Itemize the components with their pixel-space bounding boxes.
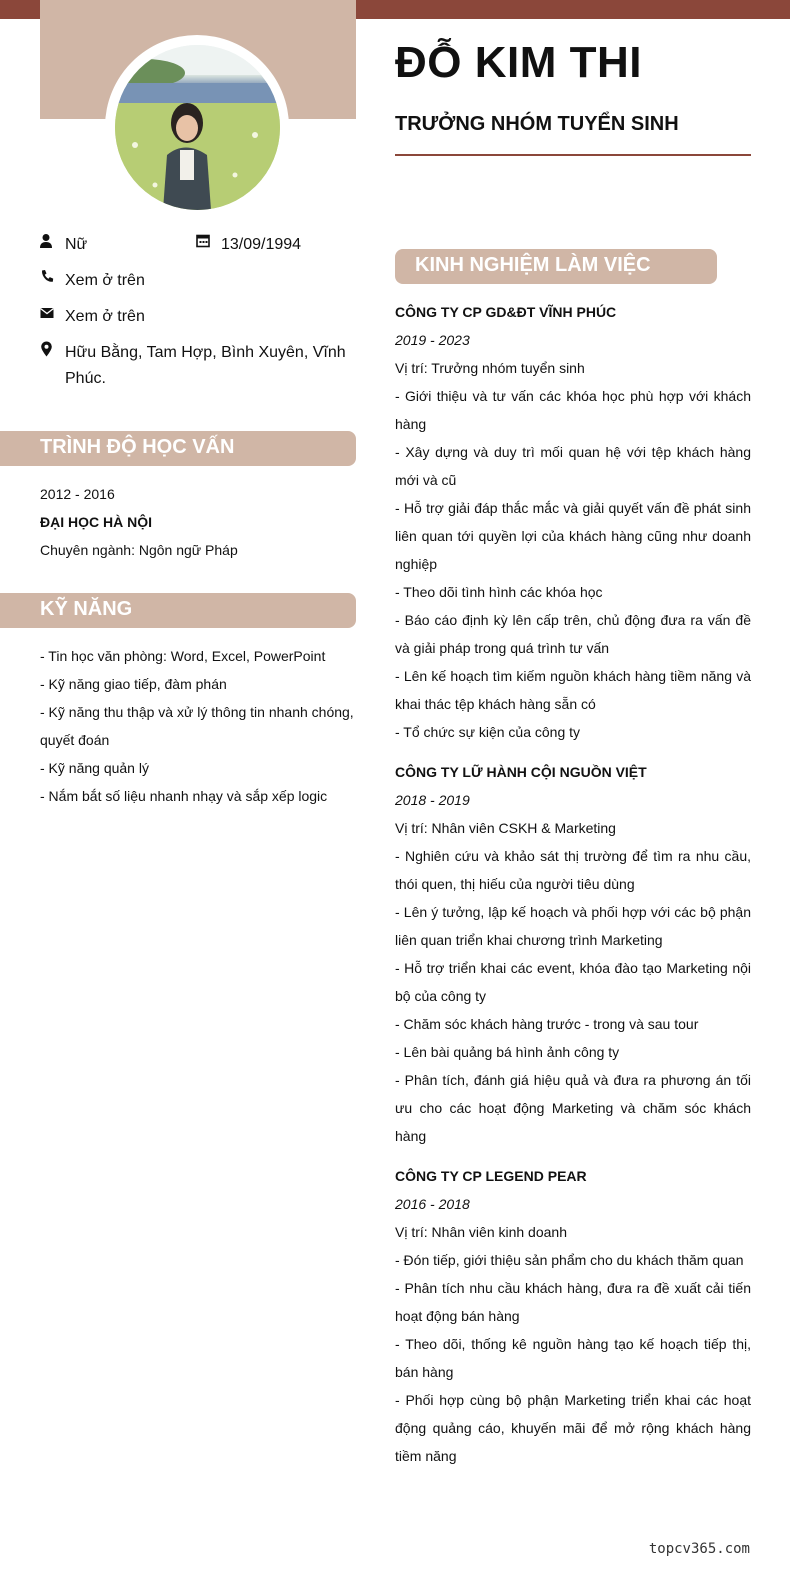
- title-divider: [395, 154, 751, 156]
- job-duty: - Đón tiếp, giới thiệu sản phẩm cho du khách thăm quan: [395, 1252, 744, 1268]
- avatar: [115, 45, 280, 210]
- phone-icon: [40, 269, 56, 285]
- person-icon: [40, 233, 56, 249]
- education-block: [40, 480, 360, 564]
- job-duty: - Lên kế hoạch tìm kiếm nguồn khách hàng tiềm năng và khai thác tệp khách hàng sẵn có: [395, 668, 751, 712]
- job-entry: [395, 298, 751, 746]
- education-section-title: TRÌNH ĐỘ HỌC VẤN: [40, 436, 235, 458]
- job-company: CÔNG TY LỮ HÀNH CỘI NGUỒN VIỆT: [395, 764, 647, 780]
- job-duty: - Lên ý tưởng, lập kế hoạch và phối hợp với các bộ phận liên quan triển khai chương trình Marketing: [395, 904, 751, 948]
- job-duty: - Tổ chức sự kiện của công ty: [395, 724, 581, 740]
- job-entry: [395, 1162, 751, 1470]
- job-duty: - Chăm sóc khách hàng trước - trong và sau tour: [395, 1016, 699, 1032]
- phone-row: [40, 268, 356, 294]
- job-duty: - Theo dõi tình hình các khóa học: [395, 584, 603, 600]
- education-section-header: [0, 431, 356, 466]
- skill-item: - Tin học văn phòng: Word, Excel, PowerPoint: [40, 648, 326, 664]
- experience-section-title: KINH NGHIỆM LÀM VIỆC: [415, 254, 651, 276]
- job-position: Vị trí: Nhân viên kinh doanh: [395, 1224, 567, 1240]
- job-period: 2019 - 2023: [395, 332, 470, 348]
- dob-row: [196, 232, 356, 258]
- education-major: Chuyên ngành: Ngôn ngữ Pháp: [40, 542, 238, 558]
- gender-text: Nữ: [65, 236, 88, 253]
- job-duty: - Theo dõi, thống kê nguồn hàng tạo kế hoạch tiếp thị, bán hàng: [395, 1336, 751, 1380]
- address-row: [40, 340, 356, 392]
- candidate-name: ĐỖ KIM THI: [395, 38, 642, 87]
- education-school: ĐẠI HỌC HÀ NỘI: [40, 514, 152, 530]
- calendar-icon: [196, 233, 212, 249]
- location-icon: [40, 341, 56, 357]
- skills-list: [40, 642, 360, 810]
- job-period: 2016 - 2018: [395, 1196, 470, 1212]
- email-row: [40, 304, 356, 330]
- job-duty: - Phân tích nhu cầu khách hàng, đưa ra đề xuất cải tiến hoạt động bán hàng: [395, 1280, 751, 1324]
- job-duty: - Hỗ trợ giải đáp thắc mắc và giải quyết vấn đề phát sinh liên quan tới quyền lợi của khách hàng cũng như doanh nghiệp: [395, 500, 751, 572]
- job-entry: [395, 758, 751, 1150]
- education-period: 2012 - 2016: [40, 486, 115, 502]
- mail-icon: [40, 305, 56, 321]
- email-text: Xem ở trên: [65, 308, 145, 325]
- skills-section-title: KỸ NĂNG: [40, 598, 133, 620]
- job-duty: - Phân tích, đánh giá hiệu quả và đưa ra phương án tối ưu cho các hoạt động Marketing và chăm sóc khách hàng: [395, 1072, 751, 1144]
- footer-watermark: topcv365.com: [648, 1541, 750, 1557]
- job-period: 2018 - 2019: [395, 792, 470, 808]
- job-title: TRƯỞNG NHÓM TUYỂN SINH: [395, 113, 679, 135]
- experience-section-header: [395, 249, 717, 284]
- skill-item: - Kỹ năng thu thập và xử lý thông tin nhanh chóng, quyết đoán: [40, 704, 354, 748]
- dob-text: 13/09/1994: [221, 236, 302, 253]
- job-duty: - Báo cáo định kỳ lên cấp trên, chủ động đưa ra vấn đề và giải pháp trong quá trình tư vấn: [395, 612, 751, 656]
- job-duty: - Giới thiệu và tư vấn các khóa học phù hợp với khách hàng: [395, 388, 751, 432]
- job-duty: - Nghiên cứu và khảo sát thị trường để tìm ra nhu cầu, thói quen, thị hiếu của người tiêu dùng: [395, 848, 751, 892]
- job-position: Vị trí: Nhân viên CSKH & Marketing: [395, 820, 616, 836]
- job-company: CÔNG TY CP GD&ĐT VĨNH PHÚC: [395, 304, 617, 320]
- experience-list: [395, 298, 751, 1482]
- job-company: CÔNG TY CP LEGEND PEAR: [395, 1168, 587, 1184]
- phone-text: Xem ở trên: [65, 272, 145, 289]
- skills-section-header: [0, 593, 356, 628]
- skill-item: - Kỹ năng giao tiếp, đàm phán: [40, 676, 227, 692]
- skill-item: - Kỹ năng quản lý: [40, 760, 149, 776]
- job-duty: - Phối hợp cùng bộ phận Marketing triển khai các hoạt động quảng cáo, khuyến mãi để mở rộng khách hàng tiềm năng: [395, 1392, 751, 1464]
- job-position: Vị trí: Trưởng nhóm tuyển sinh: [395, 360, 585, 376]
- address-text: Hữu Bằng, Tam Hợp, Bình Xuyên, Vĩnh Phúc.: [65, 344, 346, 387]
- gender-row: [40, 232, 190, 258]
- skill-item: - Nắm bắt số liệu nhanh nhạy và sắp xếp logic: [40, 788, 328, 804]
- job-duty: - Hỗ trợ triển khai các event, khóa đào tạo Marketing nội bộ của công ty: [395, 960, 751, 1004]
- job-duty: - Xây dựng và duy trì mối quan hệ với tệp khách hàng mới và cũ: [395, 444, 751, 488]
- job-duty: - Lên bài quảng bá hình ảnh công ty: [395, 1044, 620, 1060]
